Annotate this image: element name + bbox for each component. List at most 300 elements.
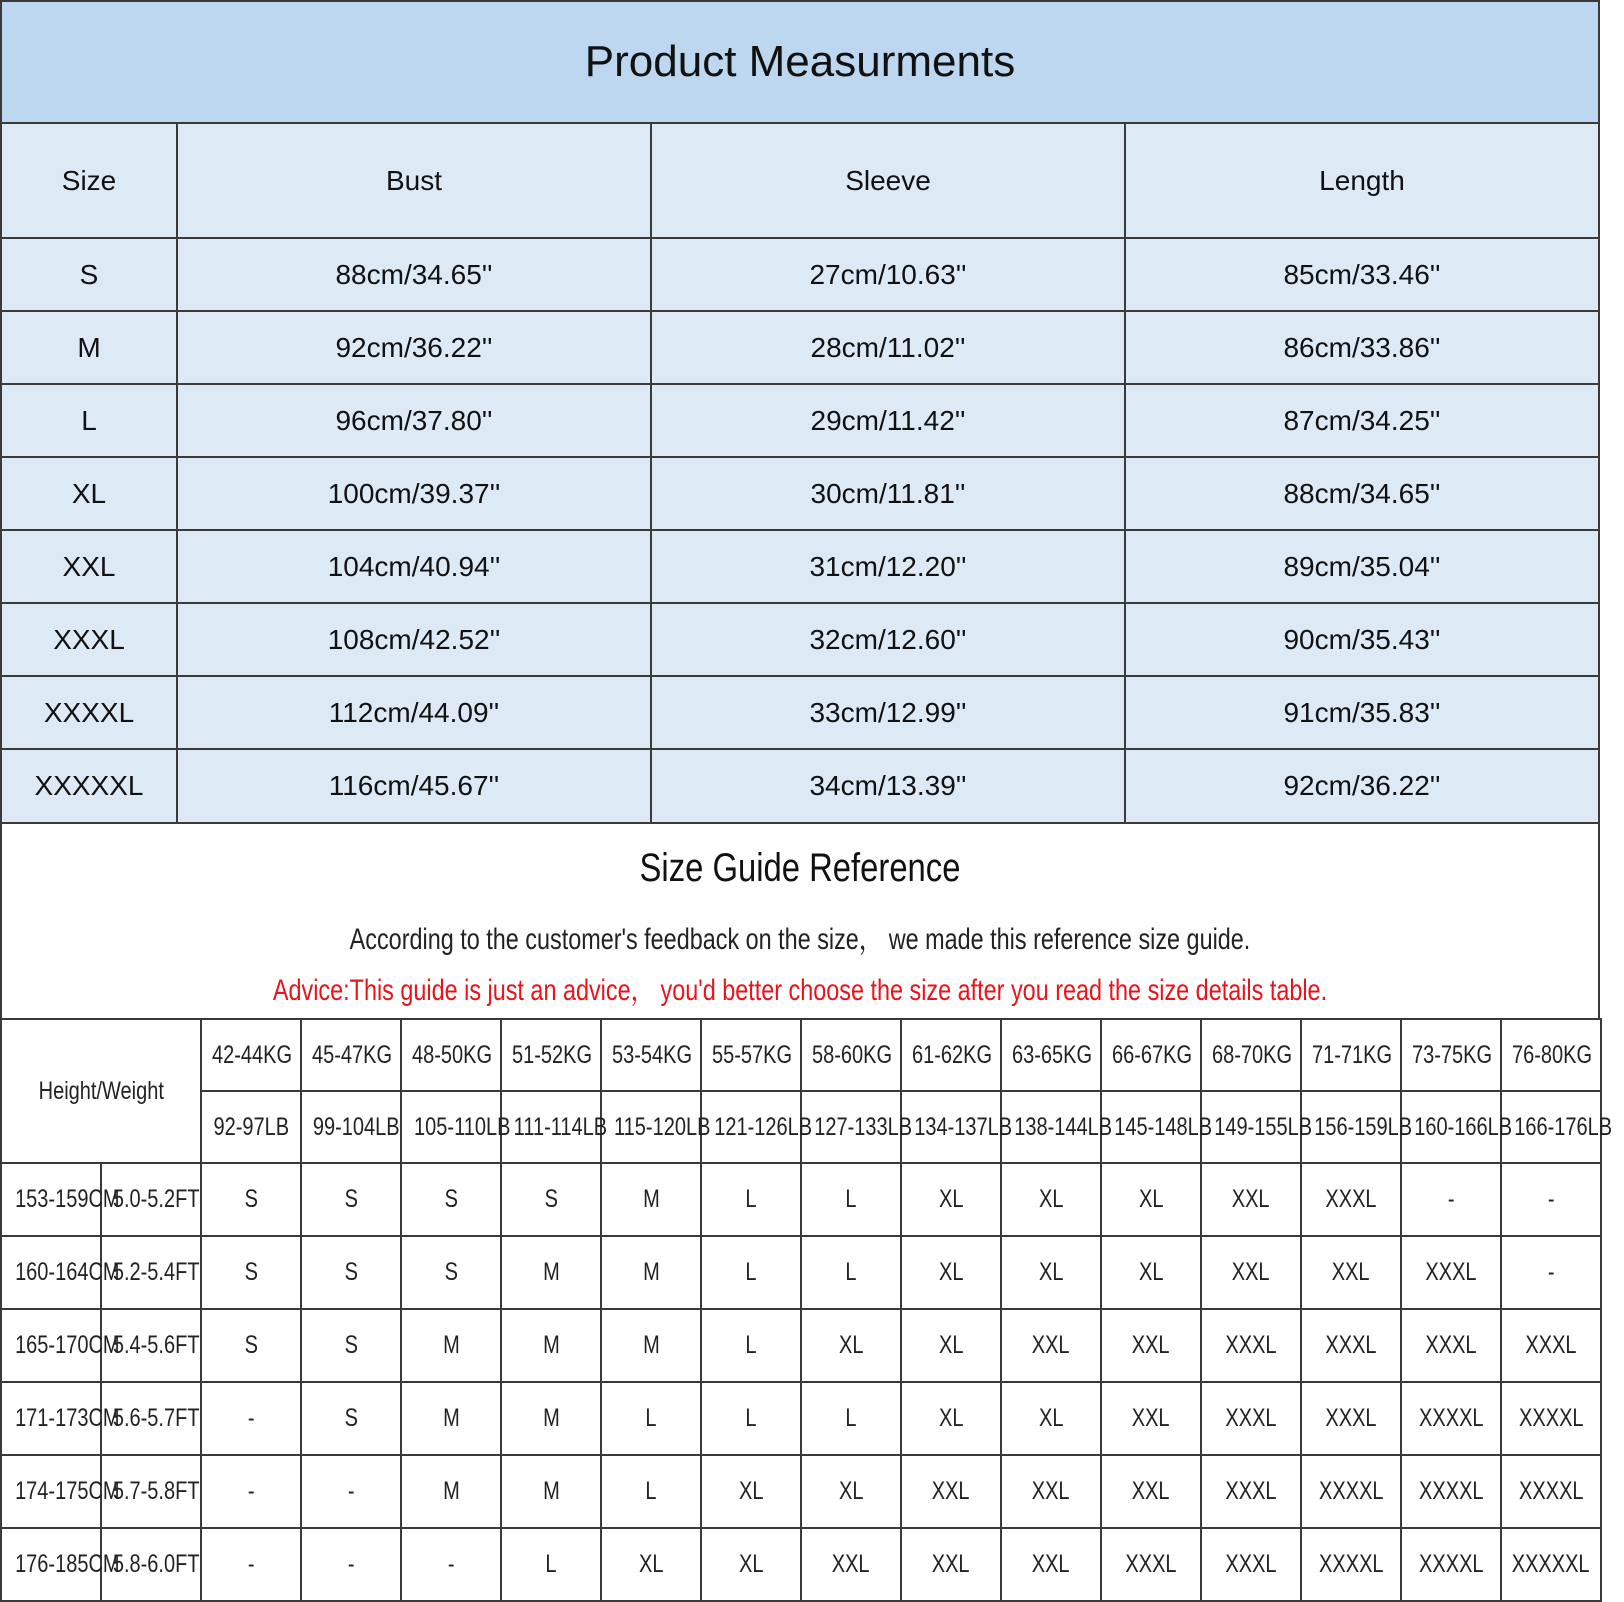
weight-lb-cell-text: 115-120LB — [614, 1112, 711, 1141]
weight-lb-cell — [1301, 1091, 1413, 1163]
recommended-size-cell-text: XXL — [1032, 1550, 1070, 1578]
recommended-size-cell-text: XXL — [1132, 1477, 1170, 1505]
recommended-size-cell — [1101, 1528, 1201, 1601]
measurements-cell: 92cm/36.22'' — [177, 311, 651, 384]
measurements-row — [2, 238, 1598, 311]
recommended-size-cell — [1301, 1528, 1401, 1601]
height-ft-cell — [101, 1528, 201, 1601]
recommended-size-cell-text: XXXL — [1225, 1331, 1277, 1359]
recommended-size-cell — [1401, 1309, 1501, 1382]
recommended-size-cell — [501, 1163, 601, 1236]
weight-kg-cell-text: 61-62KG — [912, 1040, 993, 1069]
measurements-cell: 104cm/40.94'' — [177, 530, 651, 603]
weight-lb-cell-text: 166-176LB — [1514, 1112, 1613, 1141]
weight-lb-cell — [1001, 1091, 1113, 1163]
height-cm-cell-text: 153-159CM — [15, 1185, 120, 1213]
recommended-size-cell-text: XL — [838, 1477, 864, 1505]
recommended-size-cell-text: XXXL — [1425, 1258, 1477, 1286]
size-guide-header — [0, 824, 1600, 1018]
measurements-cell: XXL — [2, 530, 177, 603]
recommended-size-cell — [301, 1236, 401, 1309]
recommended-size-cell-text: XL — [738, 1477, 764, 1505]
recommended-size-cell-text: XL — [638, 1550, 664, 1578]
recommended-size-cell-text: XXXXXL — [1512, 1550, 1590, 1578]
recommended-size-cell-text: XL — [938, 1331, 964, 1359]
weight-kg-cell — [701, 1019, 801, 1091]
measurements-cell: 91cm/35.83'' — [1125, 676, 1598, 749]
recommended-size-cell-text: S — [344, 1404, 358, 1432]
measurements-row — [2, 603, 1598, 676]
weight-lb-cell — [1401, 1091, 1513, 1163]
weight-lb-cell-text: 92-97LB — [213, 1112, 289, 1141]
recommended-size-cell-text: - — [347, 1477, 355, 1505]
recommended-size-cell — [201, 1309, 301, 1382]
recommended-size-cell — [1301, 1455, 1401, 1528]
recommended-size-cell — [1401, 1528, 1501, 1601]
recommended-size-cell-text: XXXXL — [1318, 1477, 1384, 1505]
recommended-size-cell-text: XL — [938, 1185, 964, 1213]
recommended-size-cell-text: L — [745, 1258, 757, 1286]
measurements-cell: M — [2, 311, 177, 384]
recommended-size-cell — [1001, 1236, 1101, 1309]
weight-lb-cell-text: 138-144LB — [1014, 1112, 1113, 1141]
recommended-size-cell — [201, 1163, 301, 1236]
recommended-size-cell-text: XXL — [1132, 1404, 1170, 1432]
height-ft-cell-text: 5.2-5.4FT — [112, 1258, 200, 1286]
recommended-size-cell — [901, 1528, 1001, 1601]
measurements-cell: 32cm/12.60'' — [651, 603, 1125, 676]
recommended-size-cell — [801, 1382, 901, 1455]
height-ft-cell — [101, 1309, 201, 1382]
weight-lb-cell-text: 105-110LB — [414, 1112, 511, 1141]
recommended-size-cell — [701, 1455, 801, 1528]
recommended-size-cell-text: XXXXL — [1318, 1550, 1384, 1578]
weight-kg-row — [1, 1019, 1601, 1091]
height-cm-cell — [1, 1163, 120, 1236]
height-row — [1, 1309, 1601, 1382]
height-cm-cell-text: 160-164CM — [15, 1258, 120, 1286]
height-cm-cell-text: 171-173CM — [15, 1404, 120, 1432]
recommended-size-cell-text: S — [244, 1331, 258, 1359]
recommended-size-cell-text: M — [542, 1477, 560, 1505]
recommended-size-cell-text: - — [347, 1550, 355, 1578]
weight-kg-cell-text: 51-52KG — [512, 1040, 593, 1069]
recommended-size-cell-text: M — [542, 1331, 560, 1359]
recommended-size-cell-text: M — [442, 1477, 460, 1505]
measurements-header-row — [2, 124, 1598, 238]
recommended-size-cell — [801, 1309, 901, 1382]
weight-lb-cell — [601, 1091, 711, 1163]
recommended-size-cell — [601, 1455, 701, 1528]
recommended-size-cell — [1301, 1236, 1401, 1309]
recommended-size-cell-text: L — [745, 1404, 757, 1432]
height-row — [1, 1455, 1601, 1528]
recommended-size-cell-text: XXL — [1232, 1258, 1270, 1286]
recommended-size-cell — [1401, 1382, 1501, 1455]
recommended-size-cell — [1201, 1309, 1301, 1382]
measurements-grid — [2, 124, 1598, 822]
height-cm-cell — [1, 1309, 120, 1382]
height-cm-cell — [1, 1455, 120, 1528]
height-row — [1, 1236, 1601, 1309]
height-ft-cell-text: 5.0-5.2FT — [112, 1185, 200, 1213]
recommended-size-cell — [301, 1382, 401, 1455]
weight-lb-cell — [501, 1091, 608, 1163]
measurements-cell: XXXL — [2, 603, 177, 676]
measurements-header-cell: Sleeve — [651, 124, 1125, 238]
recommended-size-cell-text: XXL — [1032, 1477, 1070, 1505]
weight-lb-cell-text: 99-104LB — [312, 1112, 400, 1141]
recommended-size-cell — [901, 1455, 1001, 1528]
recommended-size-cell-text: XXXL — [1525, 1331, 1577, 1359]
weight-lb-cell — [801, 1091, 913, 1163]
recommended-size-cell-text: - — [247, 1550, 255, 1578]
measurements-row — [2, 457, 1598, 530]
recommended-size-cell — [201, 1382, 301, 1455]
recommended-size-cell — [1001, 1455, 1101, 1528]
height-cm-cell — [1, 1382, 120, 1455]
recommended-size-cell — [301, 1528, 401, 1601]
recommended-size-cell — [1201, 1455, 1301, 1528]
height-cm-cell-text: 165-170CM — [15, 1331, 120, 1359]
height-weight-label — [1, 1019, 201, 1163]
recommended-size-cell — [1101, 1163, 1201, 1236]
recommended-size-cell — [601, 1382, 701, 1455]
recommended-size-cell — [701, 1309, 801, 1382]
weight-kg-cell — [801, 1019, 901, 1091]
weight-kg-cell — [1401, 1019, 1501, 1091]
recommended-size-cell-text: M — [442, 1331, 460, 1359]
size-guide-table — [0, 1018, 1613, 1602]
recommended-size-cell — [301, 1455, 401, 1528]
measurements-cell: 28cm/11.02'' — [651, 311, 1125, 384]
recommended-size-cell-text: M — [542, 1404, 560, 1432]
recommended-size-cell — [301, 1309, 401, 1382]
recommended-size-cell — [1101, 1309, 1201, 1382]
recommended-size-cell — [1501, 1528, 1601, 1601]
recommended-size-cell — [1201, 1528, 1301, 1601]
recommended-size-cell-text: L — [845, 1258, 857, 1286]
recommended-size-cell-text: L — [745, 1331, 757, 1359]
measurements-cell: 34cm/13.39'' — [651, 749, 1125, 822]
measurements-cell: 86cm/33.86'' — [1125, 311, 1598, 384]
weight-lb-cell — [1101, 1091, 1213, 1163]
recommended-size-cell — [501, 1309, 601, 1382]
weight-lb-cell — [1201, 1091, 1313, 1163]
height-ft-cell — [101, 1455, 201, 1528]
recommended-size-cell-text: - — [447, 1550, 455, 1578]
measurements-cell: 85cm/33.46'' — [1125, 238, 1598, 311]
recommended-size-cell-text: XXXL — [1225, 1404, 1277, 1432]
measurements-cell: S — [2, 238, 177, 311]
measurements-cell: 100cm/39.37'' — [177, 457, 651, 530]
recommended-size-cell-text: XL — [738, 1550, 764, 1578]
weight-kg-cell — [301, 1019, 401, 1091]
recommended-size-cell-text: - — [247, 1477, 255, 1505]
recommended-size-cell-text: XXL — [1232, 1185, 1270, 1213]
weight-lb-cell-text: 121-126LB — [714, 1112, 813, 1141]
recommended-size-cell-text: XXXXL — [1518, 1477, 1584, 1505]
weight-lb-cell — [701, 1091, 813, 1163]
recommended-size-cell — [401, 1309, 501, 1382]
recommended-size-cell-text: XL — [1038, 1258, 1064, 1286]
measurements-cell: XXXXXL — [2, 749, 177, 822]
recommended-size-cell-text: XXXXL — [1418, 1550, 1484, 1578]
measurements-cell: 87cm/34.25'' — [1125, 384, 1598, 457]
weight-kg-cell-text: 42-44KG — [212, 1040, 293, 1069]
measurements-title: Product Measurments — [2, 2, 1598, 124]
recommended-size-cell-text: - — [1547, 1185, 1555, 1213]
recommended-size-cell — [1001, 1309, 1101, 1382]
height-ft-cell — [101, 1236, 201, 1309]
weight-kg-cell-text: 73-75KG — [1412, 1040, 1493, 1069]
recommended-size-cell-text: XL — [938, 1404, 964, 1432]
size-guide-description: According to the customer's feedback on the size， we made this reference size guide. — [349, 923, 1251, 956]
size-guide-advice: Advice:This guide is just an advice， you'd better choose the size after you read the size details table. — [272, 974, 1328, 1007]
recommended-size-cell — [601, 1163, 701, 1236]
recommended-size-cell — [1501, 1163, 1601, 1236]
measurements-cell: 116cm/45.67'' — [177, 749, 651, 822]
recommended-size-cell-text: S — [344, 1331, 358, 1359]
recommended-size-cell — [901, 1163, 1001, 1236]
recommended-size-cell-text: M — [442, 1404, 460, 1432]
recommended-size-cell-text: S — [544, 1185, 558, 1213]
recommended-size-cell — [501, 1455, 601, 1528]
recommended-size-cell — [801, 1455, 901, 1528]
measurements-cell: 33cm/12.99'' — [651, 676, 1125, 749]
recommended-size-cell-text: XXXL — [1325, 1404, 1377, 1432]
weight-lb-cell-text: 127-133LB — [814, 1112, 913, 1141]
measurements-header-cell: Bust — [177, 124, 651, 238]
recommended-size-cell-text: XL — [1038, 1185, 1064, 1213]
recommended-size-cell — [1401, 1236, 1501, 1309]
measurements-cell: XL — [2, 457, 177, 530]
height-ft-cell-text: 5.6-5.7FT — [112, 1404, 200, 1432]
height-row — [1, 1382, 1601, 1455]
recommended-size-cell-text: S — [344, 1185, 358, 1213]
height-cm-cell — [1, 1236, 120, 1309]
recommended-size-cell-text: S — [244, 1258, 258, 1286]
weight-kg-cell-text: 53-54KG — [612, 1040, 693, 1069]
weight-lb-row — [1, 1091, 1601, 1163]
weight-lb-cell-text: 160-166LB — [1414, 1112, 1513, 1141]
recommended-size-cell — [901, 1309, 1001, 1382]
weight-kg-cell — [1201, 1019, 1301, 1091]
weight-kg-cell-text: 55-57KG — [712, 1040, 793, 1069]
recommended-size-cell-text: L — [645, 1404, 657, 1432]
recommended-size-cell — [1501, 1236, 1601, 1309]
recommended-size-cell — [301, 1163, 401, 1236]
recommended-size-cell-text: XXXL — [1425, 1331, 1477, 1359]
recommended-size-cell — [501, 1236, 601, 1309]
recommended-size-cell — [1001, 1163, 1101, 1236]
recommended-size-cell-text: L — [745, 1185, 757, 1213]
weight-kg-cell — [1501, 1019, 1601, 1091]
recommended-size-cell — [701, 1163, 801, 1236]
measurements-header-cell: Size — [2, 124, 177, 238]
recommended-size-cell — [1301, 1163, 1401, 1236]
recommended-size-cell-text: - — [247, 1404, 255, 1432]
recommended-size-cell-text: - — [1547, 1258, 1555, 1286]
measurements-header-cell: Length — [1125, 124, 1598, 238]
recommended-size-cell — [801, 1236, 901, 1309]
weight-lb-cell-text: 111-114LB — [513, 1112, 608, 1141]
measurements-cell: 88cm/34.65'' — [177, 238, 651, 311]
recommended-size-cell-text: XL — [838, 1331, 864, 1359]
weight-kg-cell — [401, 1019, 501, 1091]
recommended-size-cell-text: XXL — [932, 1550, 970, 1578]
measurements-row — [2, 384, 1598, 457]
weight-kg-cell — [1001, 1019, 1101, 1091]
measurements-cell: 92cm/36.22'' — [1125, 749, 1598, 822]
height-ft-cell-text: 5.8-6.0FT — [112, 1550, 200, 1578]
recommended-size-cell-text: XXXL — [1325, 1185, 1377, 1213]
measurements-cell: 108cm/42.52'' — [177, 603, 651, 676]
recommended-size-cell — [401, 1163, 501, 1236]
weight-kg-cell-text: 71-71KG — [1312, 1040, 1393, 1069]
recommended-size-cell — [901, 1382, 1001, 1455]
measurements-row — [2, 749, 1598, 822]
recommended-size-cell — [1001, 1528, 1101, 1601]
recommended-size-cell — [601, 1528, 701, 1601]
measurements-cell: 96cm/37.80'' — [177, 384, 651, 457]
recommended-size-cell-text: S — [344, 1258, 358, 1286]
recommended-size-cell — [401, 1455, 501, 1528]
recommended-size-cell-text: XL — [1138, 1258, 1164, 1286]
height-weight-label-text: Height/Weight — [38, 1076, 164, 1105]
recommended-size-cell-text: XL — [1038, 1404, 1064, 1432]
recommended-size-cell — [1201, 1236, 1301, 1309]
recommended-size-cell — [1101, 1236, 1201, 1309]
recommended-size-cell-text: XXXL — [1225, 1477, 1277, 1505]
weight-kg-cell-text: 76-80KG — [1512, 1040, 1593, 1069]
recommended-size-cell — [1201, 1163, 1301, 1236]
height-cm-cell-text: 174-175CM — [15, 1477, 120, 1505]
measurements-cell: 90cm/35.43'' — [1125, 603, 1598, 676]
recommended-size-cell — [701, 1236, 801, 1309]
recommended-size-cell-text: XXL — [832, 1550, 870, 1578]
size-guide-title: Size Guide Reference — [639, 846, 961, 890]
weight-lb-cell — [201, 1091, 301, 1163]
height-cm-cell-text: 176-185CM — [15, 1550, 120, 1578]
recommended-size-cell-text: XXL — [1332, 1258, 1370, 1286]
recommended-size-cell-text: S — [444, 1258, 458, 1286]
recommended-size-cell-text: XL — [938, 1258, 964, 1286]
weight-kg-cell-text: 68-70KG — [1212, 1040, 1293, 1069]
recommended-size-cell-text: L — [845, 1185, 857, 1213]
measurements-cell: 27cm/10.63'' — [651, 238, 1125, 311]
recommended-size-cell — [401, 1528, 501, 1601]
weight-lb-cell — [1501, 1091, 1613, 1163]
recommended-size-cell — [1201, 1382, 1301, 1455]
weight-kg-cell-text: 48-50KG — [412, 1040, 493, 1069]
height-row — [1, 1528, 1601, 1601]
recommended-size-cell-text: XXXXL — [1418, 1477, 1484, 1505]
measurements-cell: 88cm/34.65'' — [1125, 457, 1598, 530]
recommended-size-cell-text: M — [642, 1185, 660, 1213]
recommended-size-cell-text: XXL — [932, 1477, 970, 1505]
height-ft-cell — [101, 1382, 201, 1455]
recommended-size-cell-text: L — [845, 1404, 857, 1432]
height-ft-cell-text: 5.7-5.8FT — [112, 1477, 200, 1505]
recommended-size-cell-text: XXL — [1032, 1331, 1070, 1359]
recommended-size-cell — [201, 1528, 301, 1601]
recommended-size-cell-text: - — [1447, 1185, 1455, 1213]
measurements-cell: 89cm/35.04'' — [1125, 530, 1598, 603]
weight-kg-cell — [1101, 1019, 1201, 1091]
weight-lb-cell-text: 149-155LB — [1214, 1112, 1313, 1141]
recommended-size-cell — [201, 1236, 301, 1309]
recommended-size-cell-text: XXL — [1132, 1331, 1170, 1359]
weight-lb-cell-text: 145-148LB — [1114, 1112, 1213, 1141]
recommended-size-cell-text: M — [642, 1258, 660, 1286]
recommended-size-cell — [1301, 1382, 1401, 1455]
recommended-size-cell — [701, 1528, 801, 1601]
recommended-size-cell — [1401, 1163, 1501, 1236]
recommended-size-cell-text: L — [545, 1550, 557, 1578]
recommended-size-cell-text: L — [645, 1477, 657, 1505]
weight-kg-cell — [201, 1019, 301, 1091]
recommended-size-cell — [1501, 1455, 1601, 1528]
recommended-size-cell-text: M — [542, 1258, 560, 1286]
recommended-size-cell-text: XXXXL — [1518, 1404, 1584, 1432]
measurements-cell: 31cm/12.20'' — [651, 530, 1125, 603]
measurements-cell: 29cm/11.42'' — [651, 384, 1125, 457]
height-cm-cell — [1, 1528, 120, 1601]
recommended-size-cell — [1301, 1309, 1401, 1382]
recommended-size-cell-text: S — [444, 1185, 458, 1213]
measurements-row — [2, 311, 1598, 384]
measurements-cell: L — [2, 384, 177, 457]
height-ft-cell — [101, 1163, 201, 1236]
measurements-cell: 30cm/11.81'' — [651, 457, 1125, 530]
recommended-size-cell — [1101, 1382, 1201, 1455]
weight-kg-cell-text: 63-65KG — [1012, 1040, 1093, 1069]
weight-kg-cell-text: 58-60KG — [812, 1040, 893, 1069]
recommended-size-cell-text: XXXXL — [1418, 1404, 1484, 1432]
recommended-size-cell-text: S — [244, 1185, 258, 1213]
weight-lb-cell-text: 156-159LB — [1314, 1112, 1413, 1141]
recommended-size-cell — [501, 1382, 601, 1455]
weight-kg-cell — [1301, 1019, 1401, 1091]
measurements-row — [2, 530, 1598, 603]
weight-kg-cell — [601, 1019, 701, 1091]
recommended-size-cell — [1501, 1309, 1601, 1382]
weight-lb-cell — [301, 1091, 401, 1163]
recommended-size-cell — [401, 1236, 501, 1309]
weight-kg-cell-text: 45-47KG — [312, 1040, 393, 1069]
recommended-size-cell — [1101, 1455, 1201, 1528]
recommended-size-cell-text: XXXL — [1225, 1550, 1277, 1578]
height-ft-cell-text: 5.4-5.6FT — [112, 1331, 200, 1359]
recommended-size-cell — [801, 1528, 901, 1601]
measurements-cell: 112cm/44.09'' — [177, 676, 651, 749]
recommended-size-cell-text: M — [642, 1331, 660, 1359]
weight-kg-cell-text: 66-67KG — [1112, 1040, 1193, 1069]
recommended-size-cell — [1001, 1382, 1101, 1455]
recommended-size-cell-text: XXXL — [1125, 1550, 1177, 1578]
recommended-size-cell — [201, 1455, 301, 1528]
recommended-size-cell — [601, 1236, 701, 1309]
recommended-size-cell — [401, 1382, 501, 1455]
recommended-size-cell — [801, 1163, 901, 1236]
recommended-size-cell — [1401, 1455, 1501, 1528]
recommended-size-cell-text: XL — [1138, 1185, 1164, 1213]
weight-kg-cell — [901, 1019, 1001, 1091]
recommended-size-cell — [901, 1236, 1001, 1309]
weight-lb-cell — [901, 1091, 1013, 1163]
height-row — [1, 1163, 1601, 1236]
